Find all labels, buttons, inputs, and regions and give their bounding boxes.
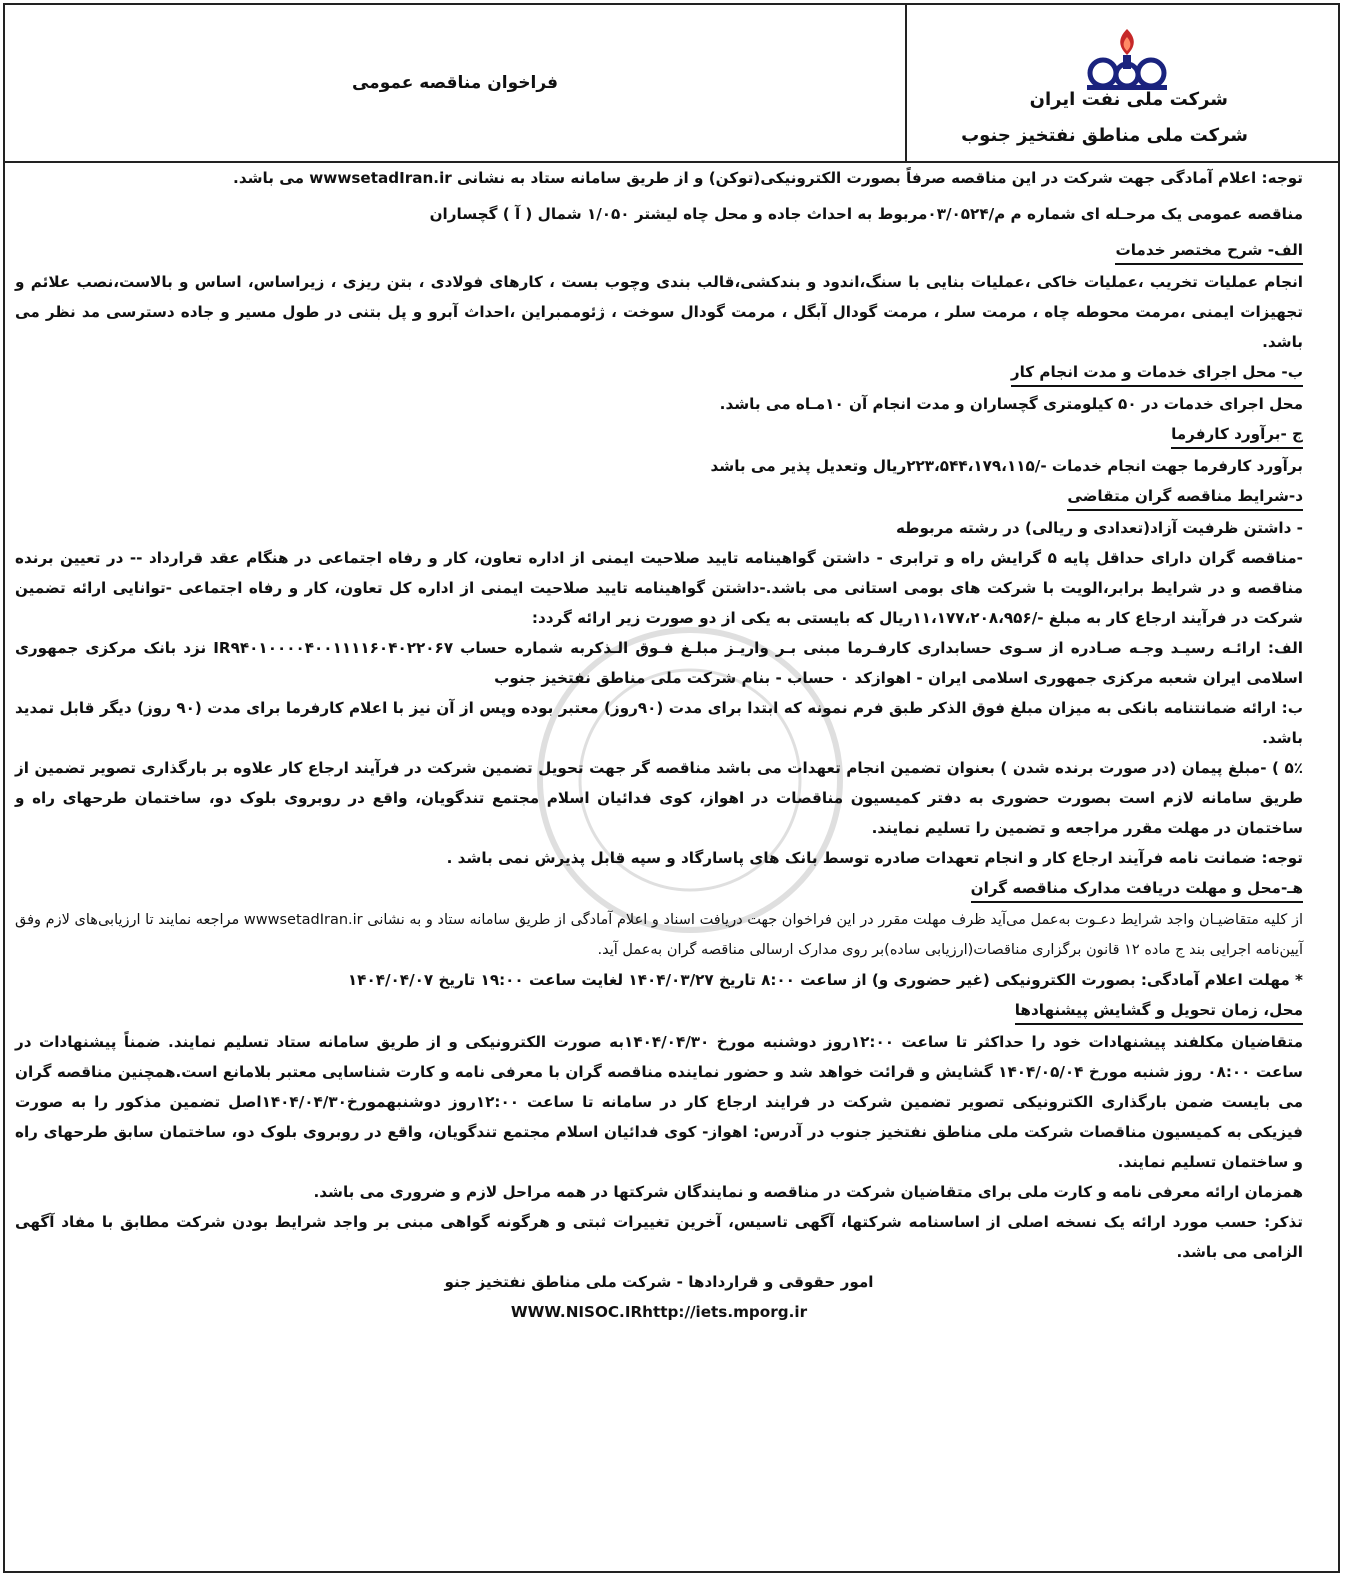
signature: امور حقوقی و قراردادها - شرکت ملی مناطق نفتخیز جنو xyxy=(444,1273,874,1291)
notice-body xyxy=(15,163,1303,1327)
notice-title: فراخوان مناقصه عمومی xyxy=(351,73,559,93)
section-d-title: د-شرایط مناقصه گران متقاضی xyxy=(1067,483,1303,511)
section-d-option-b: ب: ارائه ضمانتنامه بانکی به میزان مبلغ فوق الذکر طبق فرم نمونه که ابتدا برای مدت (۹۰روز) معتبر بوده وپس از آن نیز با اعلام کارفرما برای مدت (۹۰ روز) دیگر قابل تمدید باشد. xyxy=(15,699,1303,747)
org-name-nisoc: شرکت ملی مناطق نفتخیز جنوب xyxy=(961,125,1248,146)
section-d-item1: - داشتن ظرفیت آزاد(تعدادی و ریالی) در رشته مربوطه xyxy=(895,519,1303,537)
closing-line1: همزمان ارائه معرفی نامه و کارت ملی برای متقاضیان شرکت در مناقصه و نمایندگان شرکتها در همه مراحل لازم و ضروری می باشد. xyxy=(313,1183,1303,1201)
section-f-text: متقاضیان مکلفند پیشنهادات خود را حداکثر تا ساعت ۱۲:۰۰روز دوشنبه مورخ ۱۴۰۴/۰۴/۳۰به صورت الکترونیکی و از طریق سامانه ستاد تسلیم نمایند. ضمناً پیشنهادات در ساعت ۰۸:۰۰ روز شنبه مورخ ۱۴۰۴/۰۵/۰۴ گشایش و قرائت خواهد شد و حضور نماینده مناقصه گران با معرفی نامه و کارت شناسایی معتبر بلامانع است.همچنین مناقصه گران می بایست ضمن بارگذاری الکترونیکی تصویر تضمین شرکت در فرایند ارجاع کار در سامانه تا ساعت ۱۲:۰۰روز دوشنبهمورخ۱۴۰۴/۰۴/۳۰اصل تضمین مذکور را به صورت فیزیکی به کمیسیون مناقصات شرکت ملی مناطق نفتخیز جنوب در آدرس: اهواز- کوی فدائیان اسلام مجتمع تندگویان، واقع در روبروی بلوک دو، ساختمان سابق طرحهای راه و ساختمان تسلیم نمایند. xyxy=(15,1033,1304,1171)
tender-line: مناقصه عمومی یک مرحـله ای شماره م م/۰۳/۰۵۲۴مربوط به احداث جاده و محل چاه لیشتر ۱/۰۵۰ شمال ( آ ) گچساران xyxy=(429,205,1303,223)
section-e-title: هـ-محل و مهلت دریافت مدارک مناقصه گران xyxy=(971,875,1303,903)
notice-page xyxy=(3,3,1340,1573)
section-b-title: ب- محل اجرای خدمات و مدت انجام کار xyxy=(1011,359,1303,387)
nioc-logo-icon xyxy=(1077,25,1177,91)
closing-line2: تذکر: حسب مورد ارائه یک نسخه اصلی از اساسنامه شرکتها، آگهی تاسیس، آخرین تغییرات ثبتی و هرگونه گواهی مبنی بر واجد شرایط بودن شرکت مطابق با مفاد آگهی الزامی می باشد. xyxy=(15,1213,1303,1261)
section-e-text: از کلیه متقاضیـان واجد شرایط دعـوت به‌عمل می‌آید ظرف مهلت مقرر در این فراخوان جهت دریافت اسناد و اعلام آمادگی از طریق سامانه ستاد و به نشانی wwwsetadIran.ir مراجعه نمایند تا ارزیابی‌های لازم وفق آیین‌نامه اجرایی بند ج ماده ۱۲ قانون برگزاری مناقصات(ارزیابی ساده)بر روی مدارک ارسالی مناقصه گران به‌عمل آید. xyxy=(15,912,1303,958)
section-b-text: محل اجرای خدمات در ۵۰ کیلومتری گچساران و مدت انجام آن ۱۰مـاه می باشد. xyxy=(719,395,1303,413)
section-d-item2: -مناقصه گران دارای حداقل پایه ۵ گرایش راه و ترابری - داشتن گواهینامه تایید صلاحیت ایمنی از اداره تعاون، کار و رفاه اجتماعی در هنگام عقد قرارداد -- در تعیین برنده مناقصه و در شرایط برابر،الویت با شرکت های بومی استانی می باشد.-داشتن گواهینامه تایید صلاحیت ایمنی از اداره کل تعاون، کار و رفاه اجتماعی -توانایی ارائه تضمین شرکت در فرآیند ارجاع کار به مبلغ -/۱۱،۱۷۷،۲۰۸،۹۵۶ریال که بایستی به یکی از دو صورت زیر ارائه گردد: xyxy=(15,549,1303,627)
section-d-note: توجه: ضمانت نامه فرآیند ارجاع کار و انجام تعهدات صادره توسط بانک های پاسارگاد و سپه قابل پذیرش نمی باشد . xyxy=(446,849,1303,867)
section-d-performance: ۵٪ ) -مبلغ پیمان (در صورت برنده شدن ) بعنوان تضمین انجام تعهدات می باشد مناقصه گر جهت تحویل تضمین شرکت در فرآیند ارجاع کار علاوه بر بارگذاری تصویر تضمین از طریق سامانه لازم است بصورت حضوری به دفتر کمیسیون مناقصات در اهواز، کوی فدائیان اسلام مجتمع تندگویان، واقع در روبروی بلوک دو، ساختمان طرحهای راه و ساختمان در مهلت مقرر مراجعه و تضمین را تسلیم نمایند. xyxy=(15,759,1303,837)
section-a-text: انجام عملیات تخریب ،عملیات خاکی ،عملیات بنایی با سنگ،اندود و بندکشی،قالب بندی وچوب بست ، کارهای فولادی ، بتن ریزی ، زیراساس، اساس و بالاست،نصب علائم و تجهیزات ایمنی ،مرمت محوطه چاه ، مرمت سلر ، مرمت گودال آبگل ، مرمت گودال سوخت ، ژئوممبراین ،احداث آبرو و پل بتنی در طول مسیر و جاده دسترسی مد نظر می باشد. xyxy=(15,273,1303,351)
organization-box xyxy=(907,5,1338,161)
header xyxy=(5,5,1338,163)
section-c-text: برآورد کارفرما جهت انجام خدمات -/۲۲۳،۵۴۴،۱۷۹،۱۱۵ریال وتعدیل پذیر می باشد xyxy=(710,457,1303,475)
section-e-deadline: * مهلت اعلام آمادگی: بصورت الکترونیکی (غیر حضوری و) از ساعت ۸:۰۰ تاریخ ۱۴۰۴/۰۳/۲۷ لغایت ساعت ۱۹:۰۰ تاریخ ۱۴۰۴/۰۴/۰۷ xyxy=(347,971,1303,989)
section-a-title: الف- شرح مختصر خدمات xyxy=(1115,237,1303,265)
intro-notice: توجه: اعلام آمادگی جهت شرکت در این مناقصه صرفاً بصورت الکترونیکی(توکن) و از طریق سامانه ستاد به نشانی wwwsetadIran.ir می باشد. xyxy=(233,169,1303,187)
org-name-nioc: شرکت ملی نفت ایران xyxy=(1029,89,1228,110)
website-link[interactable]: WWW.NISOC.IRhttp://iets.mporg.ir xyxy=(510,1303,808,1321)
section-f-title: محل، زمان تحویل و گشایش پیشنهادها xyxy=(1015,997,1303,1025)
section-c-title: ج -برآورد کارفرما xyxy=(1171,421,1303,449)
section-d-option-a: الف: ارائـه رسیـد وجـه صـادره از سـوی حسابداری کارفـرما مبنی بـر واریـز مبلـغ فـوق الـذکربه شماره حساب IR۹۴۰۱۰۰۰۰۴۰۰۱۱۱۱۶۰۴۰۲۲۰۶۷ نزد بانک مرکزی جمهوری اسلامی ایران شعبه مرکزی جمهوری اسلامی ایران - اهوازکد ۰ حساب - بنام شرکت ملی مناطق نفتخیز جنوب xyxy=(15,639,1303,687)
